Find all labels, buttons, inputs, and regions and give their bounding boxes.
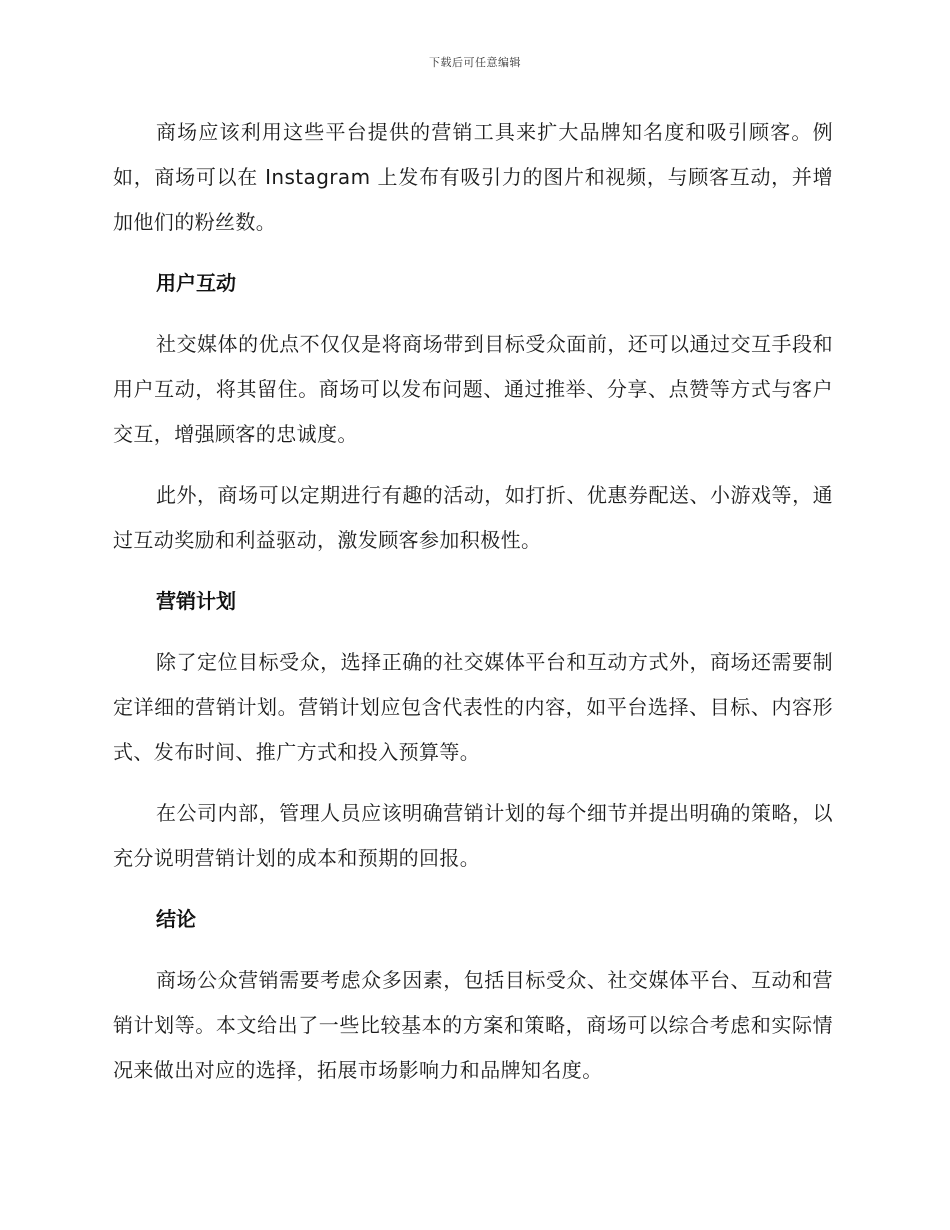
user-interaction-paragraph-1: 社交媒体的优点不仅仅是将商场带到目标受众面前，还可以通过交互手段和用户互动，将其留住。商场可以发布问题、通过推举、分享、点赞等方式与客户交互，增强顾客的忠诚度。 (113, 332, 833, 446)
user-interaction-paragraph-2: 此外，商场可以定期进行有趣的活动，如打折、优惠券配送、小游戏等，通过互动奖励和利益驱动，激发顾客参加积极性。 (113, 483, 833, 552)
section-heading-conclusion: 结论 (156, 907, 196, 931)
intro-paragraph: 商场应该利用这些平台提供的营销工具来扩大品牌知名度和吸引顾客。例如，商场可以在 Instagram 上发布有吸引力的图片和视频，与顾客互动，并增加他们的粉丝数。 (113, 120, 833, 234)
marketing-plan-paragraph-1: 除了定位目标受众，选择正确的社交媒体平台和互动方式外，商场还需要制定详细的营销计划。营销计划应包含代表性的内容，如平台选择、目标、内容形式、发布时间、推广方式和投入预算等。 (113, 650, 833, 764)
section-heading-marketing-plan: 营销计划 (156, 589, 236, 613)
section-heading-user-interaction: 用户互动 (156, 271, 236, 295)
document-body (113, 110, 833, 1109)
page-header: 下载后可任意编辑 (429, 56, 521, 69)
marketing-plan-paragraph-2: 在公司内部，管理人员应该明确营销计划的每个细节并提出明确的策略，以充分说明营销计划的成本和预期的回报。 (113, 801, 833, 870)
conclusion-paragraph: 商场公众营销需要考虑众多因素，包括目标受众、社交媒体平台、互动和营销计划等。本文给出了一些比较基本的方案和策略，商场可以综合考虑和实际情况来做出对应的选择，拓展市场影响力和品牌知名度。 (113, 968, 833, 1082)
